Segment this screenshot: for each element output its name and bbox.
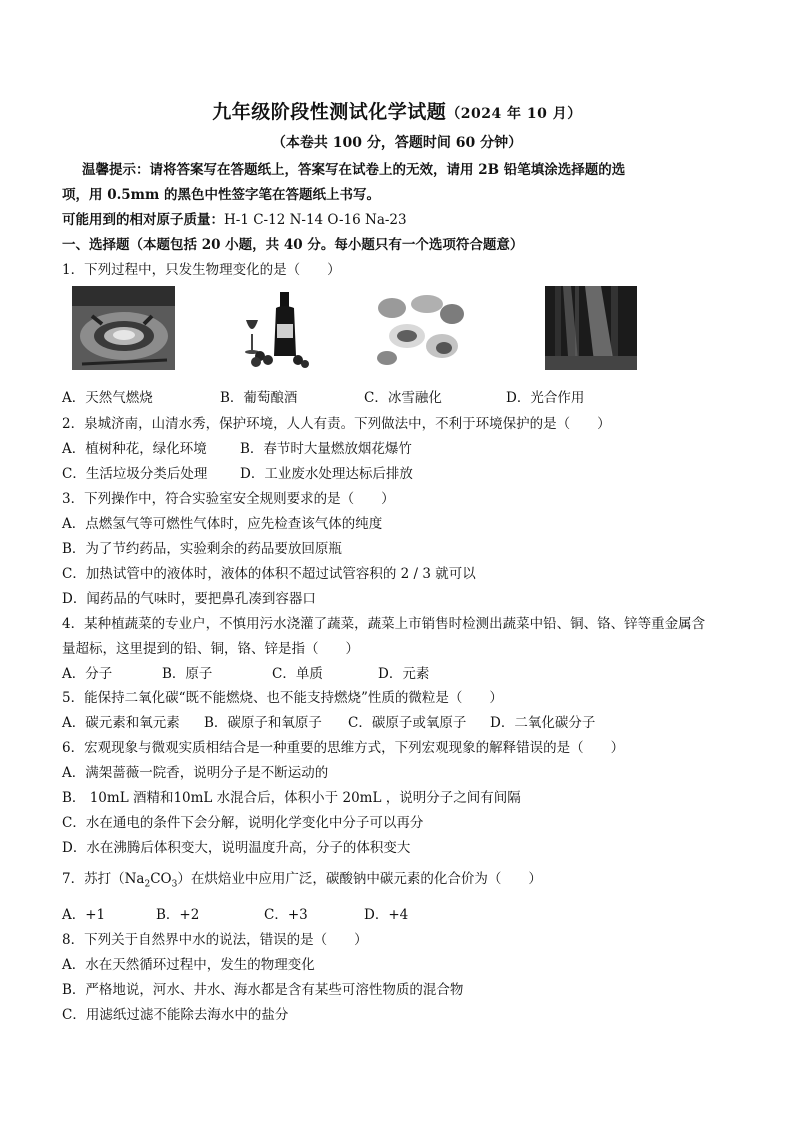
q1-option-b: B．葡萄酿酒 [220, 390, 298, 406]
notice-line-1: 温馨提示：请将答案写在答题纸上，答案写在试卷上的无效，请用 2B 铅笔填涂选择题的选 [82, 162, 626, 178]
exam-subtitle: （本卷共 100 分，答题时间 60 分钟） [271, 135, 523, 151]
q7-stem-end: ）在烘焙业中应用广泛，碳酸钠中碳元素的化合价为（ ） [177, 871, 542, 887]
q7-option-c: C．+3 [264, 907, 308, 923]
q2-option-c: C．生活垃圾分类后处理 [62, 466, 208, 482]
melting-ice-snow-photo [372, 286, 470, 370]
atomic-mass-line [62, 208, 407, 228]
q2-option-b: B．春节时大量燃放烟花爆竹 [240, 441, 412, 457]
q7-option-b: B．+2 [156, 907, 200, 923]
q5-option-b: B．碳原子和氧原子 [204, 715, 322, 731]
q6-option-b: B． 10mL 酒精和10mL 水混合后，体积小于 20mL ，说明分子之间有间隔 [62, 790, 521, 806]
question-3-stem: 3．下列操作中，符合实验室安全规则要求的是（ ） [62, 491, 395, 507]
q5-option-d: D．二氧化碳分子 [490, 715, 596, 731]
q2-option-d: D．工业废水处理达标后排放 [240, 466, 413, 482]
question-2-stem: 2．泉城济南，山清水秀，保护环境，人人有责。下列做法中，不利于环境保护的是（ ） [62, 416, 611, 432]
atomic-mass-label: 可能用到的相对原子质量： [62, 212, 224, 228]
formula-na: Na [124, 871, 145, 887]
q4-option-a: A．分子 [62, 666, 113, 682]
q8-option-c: C．用滤纸过滤不能除去海水中的盐分 [62, 1007, 289, 1023]
q1-option-d: D．光合作用 [506, 390, 585, 406]
forest-sunlight-photo [545, 286, 637, 370]
q1-option-a: A．天然气燃烧 [62, 390, 153, 406]
atomic-mass-values: H-1 C-12 N-14 O-16 Na-23 [224, 212, 407, 228]
question-7-stem [62, 867, 542, 890]
question-6-stem: 6．宏观现象与微观实质相结合是一种重要的思维方式，下列宏观现象的解释错误的是（ ） [62, 740, 625, 756]
wine-bottle-grapes-photo [230, 286, 314, 370]
q7-stem-start: 7．苏打（ [62, 871, 125, 887]
question-1-stem: 1．下列过程中，只发生物理变化的是（ ） [62, 262, 341, 278]
q6-option-d: D．水在沸腾后体积变大，说明温度升高，分子的体积变大 [62, 840, 411, 856]
q4-option-c: C．单质 [272, 666, 323, 682]
q1-option-c: C．冰雪融化 [364, 390, 442, 406]
exam-title-text: 九年级阶段性测试化学试题 [212, 101, 447, 123]
q8-option-b: B．严格地说，河水、井水、海水都是含有某些可溶性物质的混合物 [62, 982, 464, 998]
q5-option-c: C．碳原子或氧原子 [348, 715, 467, 731]
formula-na-subscript: 2 [144, 879, 151, 890]
q3-option-d: D．闻药品的气味时，要把鼻孔凑到容器口 [62, 591, 316, 607]
exam-title [0, 97, 794, 124]
q6-option-a: A．满架蔷薇一院香，说明分子是不断运动的 [62, 765, 329, 781]
question-4-stem-line-1: 4．某种植蔬菜的专业户，不慎用污水浇灌了蔬菜，蔬菜上市销售时检测出蔬菜中铅、铜、铬、锌等重金属含 [62, 616, 706, 632]
q2-option-a: A．植树种花，绿化环境 [62, 441, 207, 457]
question-8-stem: 8．下列关于自然界中水的说法，错误的是（ ） [62, 932, 368, 948]
q4-option-d: D．元素 [378, 666, 430, 682]
q3-option-b: B．为了节约药品，实验剩余的药品要放回原瓶 [62, 541, 342, 557]
q7-option-d: D．+4 [364, 907, 409, 923]
exam-date: （2024 年 10 月） [446, 106, 582, 122]
q8-option-a: A．水在天然循环过程中，发生的物理变化 [62, 957, 315, 973]
question-4-stem-line-2: 量超标，这里提到的铅、铜，铬、锌是指（ ） [62, 641, 359, 657]
q4-option-b: B．原子 [162, 666, 213, 682]
formula-co-subscript: 3 [171, 879, 178, 890]
q6-option-c: C．水在通电的条件下会分解，说明化学变化中分子可以再分 [62, 815, 424, 831]
q5-option-a: A．碳元素和氧元素 [62, 715, 180, 731]
gas-flame-photo [72, 286, 175, 370]
notice-line-2: 项，用 0.5mm 的黑色中性签字笔在答题纸上书写。 [62, 187, 380, 203]
question-5-stem: 5．能保持二氧化碳“既不能燃烧、也不能支持燃烧”性质的微粒是（ ） [62, 690, 503, 706]
sodium-carbonate-formula [124, 871, 178, 890]
q7-option-a: A．+1 [62, 907, 106, 923]
formula-co: CO [150, 871, 172, 887]
q3-option-c: C．加热试管中的液体时，液体的体积不超过试管容积的 2 / 3 就可以 [62, 566, 476, 582]
section-heading: 一、选择题（本题包括 20 小题，共 40 分。每小题只有一个选项符合题意） [62, 237, 524, 253]
q3-option-a: A．点燃氢气等可燃性气体时，应先检查该气体的纯度 [62, 516, 383, 532]
